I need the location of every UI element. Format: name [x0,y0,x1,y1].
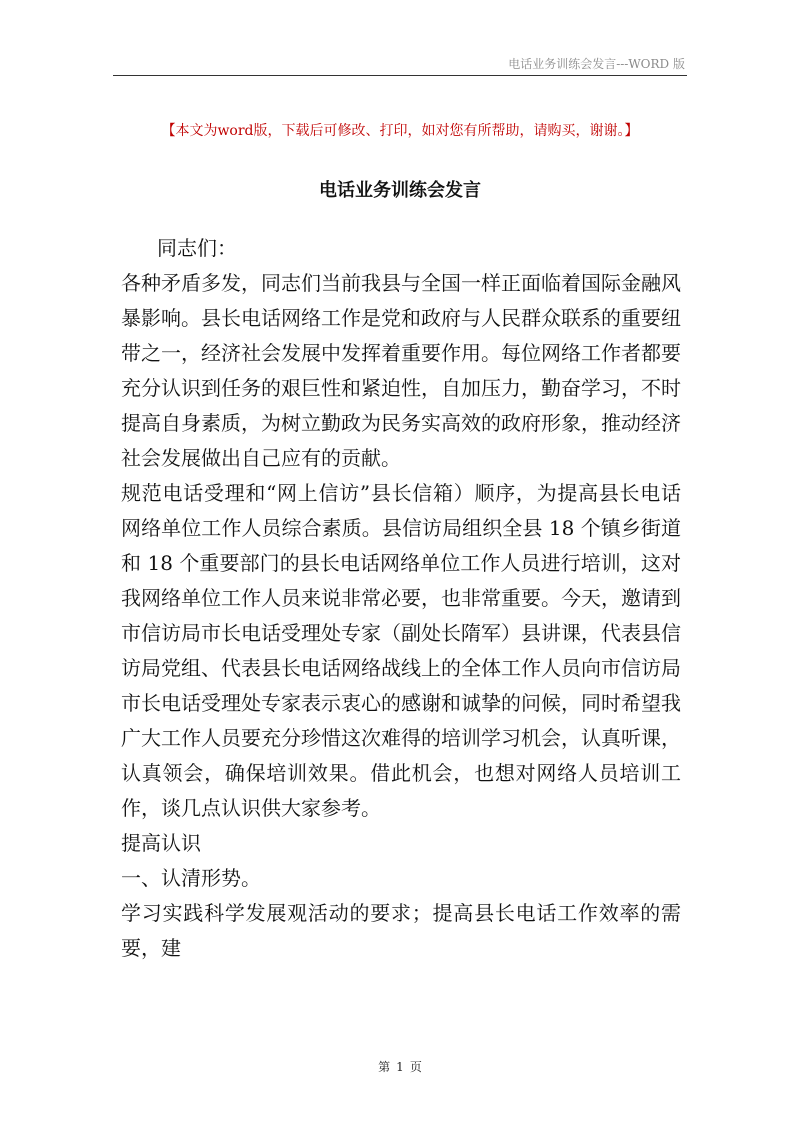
paragraph-3: 学习实践科学发展观活动的要求；提高县长电话工作效率的需要，建 [121,901,681,960]
download-notice: 【本文为word版，下载后可修改、打印，如对您有所帮助，请购买，谢谢。】 [161,123,639,139]
paragraph-2: 规范电话受理和“网上信访”县长信箱）顺序，为提高县长电话网络单位工作人员综合素质。县信访局组织全县 18 个镇乡街道和 18 个重要部门的县长电话网络单位工作人员进行培训，这对我网络单位工作人员来说非常必要，也非常重要。今天，邀请到市信访局市长电话受理处专家（副处长隋军）县讲课，代表县信访局党组、代表县长电话网络战线上的全体工作人员向市信访局市长电话受理处专家表示衷心的感谢和诚挚的问候，同时希望我广大工作人员要充分珍惜这次难得的培训学习机会，认真听课，认真领会，确保培训效果。借此机会，也想对网络人员培训工作，谈几点认识供大家参考。 [121,481,681,820]
header-divider [113,75,687,76]
page-suffix: 页 [409,1060,422,1074]
section-heading: 提高认识 [121,831,201,855]
page-number: 1 [396,1060,404,1074]
page-footer [0,1058,800,1075]
subsection-heading: 一、认清形势。 [121,866,261,890]
document-body [121,231,681,966]
page-prefix: 第 [378,1060,391,1074]
document-title: 电话业务训练会发言 [319,180,481,201]
running-header: 电话业务训练会发言---WORD 版 [508,57,685,71]
paragraph-1: 各种矛盾多发，同志们当前我县与全国一样正面临着国际金融风暴影响。县长电话网络工作是党和政府与人民群众联系的重要纽带之一，经济社会发展中发挥着重要作用。每位网络工作者都要充分认识到任务的艰巨性和紧迫性，自加压力，勤奋学习，不时提高自身素质，为树立勤政为民务实高效的政府形象，推动经济社会发展做出自己应有的贡献。 [121,271,681,470]
salutation: 同志们： [157,236,237,260]
